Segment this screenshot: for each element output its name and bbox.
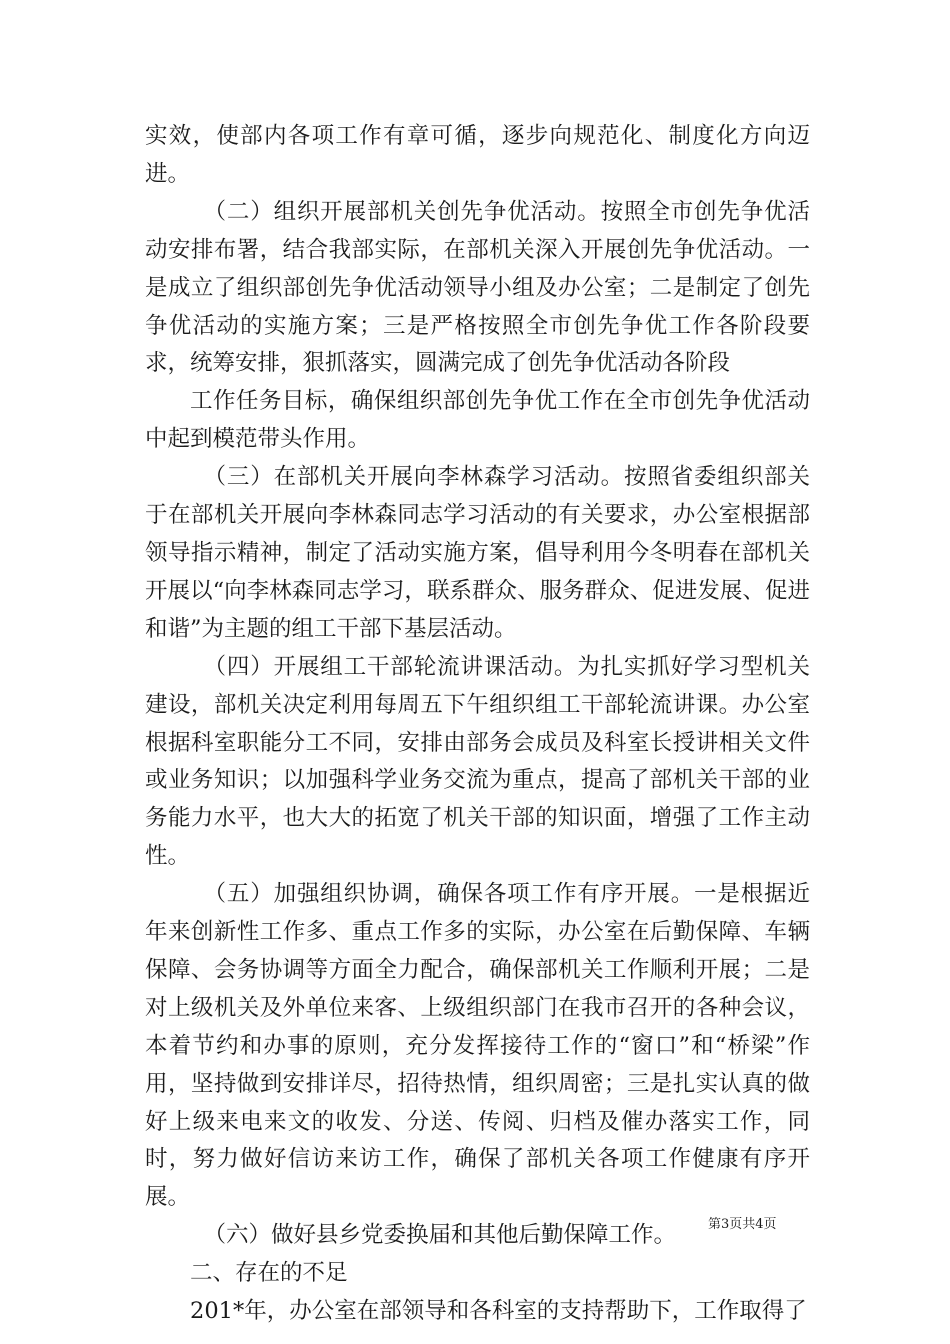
paragraph-continuation: 实效，使部内各项工作有章可循，逐步向规范化、制度化方向迈进。 [145, 123, 810, 187]
heading-shortcomings: 二、存在的不足 [190, 1260, 348, 1287]
paragraph-section-4: （四）开展组工干部轮流讲课活动。为扎实抓好学习型机关建设，部机关决定利用每周五下午组织组工干部轮流讲课。办公室根据科室职能分工不同，安排由部务会成员及科室长授讲相关文件或业务知识；以加强科学业务交流为重点，提高了部机关干部的业务能力水平，也大大的拓宽了机关干部的知识面，增强了工作主动性。 [145, 653, 810, 870]
paragraph-section-6: （六）做好县乡党委换届和其他后勤保障工作。 [203, 1222, 677, 1249]
paragraph-section-2-cont: 工作任务目标，确保组织部创先争优工作在全市创先争优活动中起到模范带头作用。 [145, 388, 810, 453]
paragraph-section-2: （二）组织开展部机关创先争优活动。按照全市创先争优活动安排布署，结合我部实际，在部机关深入开展创先争优活动。一是成立了组织部创先争优活动领导小组及办公室；二是制定了创先争优活动的实施方案；三是严格按照全市创先争优工作各阶段要求，统筹安排，狠抓落实，圆满完成了创先争优活动各阶段 [145, 198, 810, 377]
paragraph-shortcomings-intro: 201*年，办公室在部领导和各科室的支持帮助下，工作取得了 [190, 1298, 807, 1325]
document-body [145, 118, 810, 1331]
paragraph-section-3: （三）在部机关开展向李林森学习活动。按照省委组织部关于在部机关开展向李林森同志学习活动的有关要求，办公室根据部领导指示精神，制定了活动实施方案，倡导利用今冬明春在部机关开展以“向李林森同志学习，联系群众、服务群众、促进发展、促进和谐”为主题的组工干部下基层活动。 [145, 464, 810, 642]
paragraph-section-5: （五）加强组织协调，确保各项工作有序开展。一是根据近年来创新性工作多、重点工作多的实际，办公室在后勤保障、车辆保障、会务协调等方面全力配合，确保部机关工作顺利开展；二是对上级机关及外单位来客、上级组织部门在我市召开的各种会议，本着节约和办事的原则，充分发挥接待工作的“窗口”和“桥梁”作用，坚持做到安排详尽，招待热情，组织周密；三是扎实认真的做好上级来电来文的收发、分送、传阅、归档及催办落实工作，同时，努力做好信访来访工作，确保了部机关各项工作健康有序开展。 [145, 881, 810, 1211]
page-number-footer: 第3页共4页 [708, 1217, 777, 1232]
